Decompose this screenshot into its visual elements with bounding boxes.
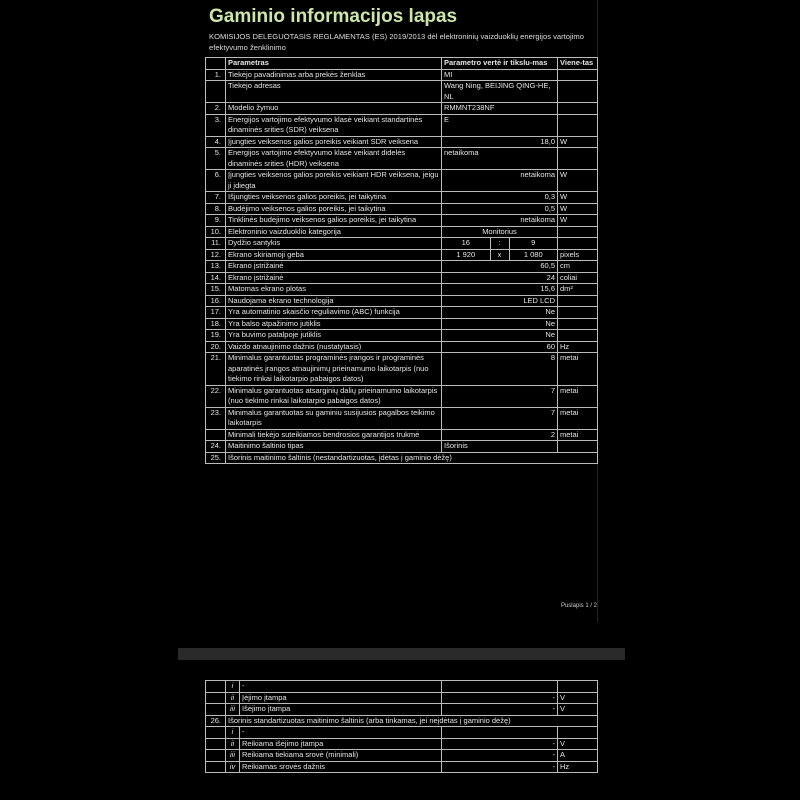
row-number: 13. — [206, 261, 226, 273]
row-unit — [558, 226, 598, 238]
row-value: 18,0 — [442, 136, 558, 148]
table-row — [206, 114, 598, 136]
row-number: 6. — [206, 170, 226, 192]
row-number — [206, 727, 226, 739]
row-number — [206, 761, 226, 773]
row-parameter: Minimalus garantuotas programinės įrangos ir programinės aparatinės įrangos atnaujinimų prieinamumo laikotarpis (nuo tiekimo rinkai laikotarpio pabaigos datos) — [226, 353, 442, 386]
row-value: Monitorius — [442, 226, 558, 238]
row-number — [206, 81, 226, 103]
table-row — [206, 307, 598, 319]
row-number — [206, 429, 226, 441]
row-parameter: Modelio žymuo — [226, 103, 442, 115]
row-parameter: Minimalus garantuotas atsarginių dalių prieinamumo laikotarpis (nuo tiekimo rinkai laikotarpio pabaigos datos) — [226, 385, 442, 407]
header-parameter: Parametras — [226, 58, 442, 70]
row-number: 1. — [206, 69, 226, 81]
table-row — [206, 441, 598, 453]
table-row — [206, 148, 598, 170]
row-unit: W — [558, 203, 598, 215]
row-unit: cm — [558, 261, 598, 273]
row-parameter: Energijos vartojimo efektyvumo klasė veikiant didelės dinaminės srities (HDR) veiksena — [226, 148, 442, 170]
row-number: 17. — [206, 307, 226, 319]
table-row — [206, 203, 598, 215]
row-unit: metai — [558, 353, 598, 386]
table-row — [206, 136, 598, 148]
row-unit: metai — [558, 407, 598, 429]
row-number: 16. — [206, 295, 226, 307]
table-row — [206, 738, 598, 750]
table-row — [206, 272, 598, 284]
row-unit: W — [558, 170, 598, 192]
row-value: 0,3 — [442, 192, 558, 204]
table-row — [206, 192, 598, 204]
row-number — [206, 681, 226, 693]
row-parameter: Tiekėjo adresas — [226, 81, 442, 103]
table-row — [206, 170, 598, 192]
row-unit — [558, 318, 598, 330]
row-number: 12. — [206, 249, 226, 261]
table-row — [206, 385, 598, 407]
row-unit — [558, 307, 598, 319]
table-header-row — [206, 58, 598, 70]
table-row — [206, 750, 598, 762]
row-parameter: Maitinimo šaltinio tipas — [226, 441, 442, 453]
row-value — [442, 238, 558, 250]
page-title: Gaminio informacijos lapas — [209, 6, 458, 27]
row-parameter: Budėjimo veiksenos galios poreikis, jei taikytina — [226, 203, 442, 215]
table-row — [206, 692, 598, 704]
value-part-b: 1 080 — [523, 249, 543, 259]
row-parameter: Išorinis standartizuotas maitinimo šaltinis (arba tinkamas, jei neįdėtas į gaminio dėžę) — [226, 715, 598, 727]
power-supply-table — [205, 680, 598, 773]
table-row — [206, 215, 598, 227]
table-row — [206, 226, 598, 238]
table-row — [206, 407, 598, 429]
sub-index: iii — [226, 704, 240, 716]
row-value: E — [442, 114, 558, 136]
row-number — [206, 692, 226, 704]
row-parameter: Įjungties veiksenos galios poreikis veikiant SDR veiksena — [226, 136, 442, 148]
header-unit: Viene-tas — [558, 58, 598, 70]
row-number: 5. — [206, 148, 226, 170]
row-number: 18. — [206, 318, 226, 330]
row-parameter: - — [240, 681, 442, 693]
row-number: 8. — [206, 203, 226, 215]
row-unit: V — [558, 692, 598, 704]
value-separator: : — [490, 238, 509, 249]
row-value: - — [442, 704, 558, 716]
row-parameter: Įėjimo įtampa — [240, 692, 442, 704]
row-unit — [558, 114, 598, 136]
row-number: 22. — [206, 385, 226, 407]
row-unit — [558, 330, 598, 342]
row-parameter: Energijos vartojimo efektyvumo klasė veikiant standartinės dinaminės srities (SDR) veiksena — [226, 114, 442, 136]
row-number: 25. — [206, 452, 226, 464]
table-row — [206, 81, 598, 103]
row-value: netaikoma — [442, 170, 558, 192]
sub-index: ii — [226, 692, 240, 704]
sub-index: i — [226, 727, 240, 739]
row-unit — [558, 238, 598, 250]
row-parameter: Įjungties veiksenos galios poreikis veikiant HDR veiksena, jeigu ji įdiegta — [226, 170, 442, 192]
row-parameter: Naudojama ekrano technologija — [226, 295, 442, 307]
row-number: 10. — [206, 226, 226, 238]
row-value: 60 — [442, 341, 558, 353]
row-unit — [558, 81, 598, 103]
row-value: Ne — [442, 330, 558, 342]
row-unit: Hz — [558, 341, 598, 353]
row-parameter: Išorinis maitinimo šaltinis (nestandartizuotas, įdėtas į gaminio dėžę) — [226, 452, 598, 464]
sub-index: ii — [226, 738, 240, 750]
row-value: 0,5 — [442, 203, 558, 215]
row-parameter: Elektroninio vaizduoklio kategorija — [226, 226, 442, 238]
row-unit: V — [558, 704, 598, 716]
row-unit: pixels — [558, 249, 598, 261]
value-part-b: 9 — [531, 238, 536, 247]
row-number: 26. — [206, 715, 226, 727]
regulation-subtitle: KOMISIJOS DELEGUOTASIS REGLAMENTAS (ES) 2019/2013 dėl elektroninių vaizduoklių energijos vartojimo efektyvumo ženklinimo — [209, 32, 584, 52]
row-parameter: - — [240, 727, 442, 739]
row-number: 15. — [206, 284, 226, 296]
table-row — [206, 761, 598, 773]
row-unit: A — [558, 750, 598, 762]
row-number: 21. — [206, 353, 226, 386]
row-number: 4. — [206, 136, 226, 148]
row-number — [206, 750, 226, 762]
page-two — [205, 680, 597, 800]
row-value: 24 — [442, 272, 558, 284]
row-parameter: Reikiama išėjimo įtampa — [240, 738, 442, 750]
table-row — [206, 715, 598, 727]
table-row — [206, 238, 598, 250]
sub-index: i — [226, 681, 240, 693]
row-parameter: Tiekėjo pavadinimas arba prekės ženklas — [226, 69, 442, 81]
row-value — [442, 727, 558, 739]
row-value: Wang Ning, BEIJING QING-HE, NL — [442, 81, 558, 103]
value-part-a: 16 — [442, 238, 490, 249]
table-row — [206, 103, 598, 115]
table-row — [206, 249, 598, 261]
row-parameter: Matomas ekrano plotas — [226, 284, 442, 296]
table-row — [206, 341, 598, 353]
row-value: 15,6 — [442, 284, 558, 296]
table-row — [206, 318, 598, 330]
row-value: - — [442, 738, 558, 750]
value-part-a: 1 920 — [442, 250, 490, 261]
page-separator — [178, 648, 625, 660]
row-number: 7. — [206, 192, 226, 204]
table-row — [206, 284, 598, 296]
table-row — [206, 727, 598, 739]
row-value: netaikoma — [442, 215, 558, 227]
row-value: 7 — [442, 385, 558, 407]
row-parameter: Minimali tiekėjo suteikiamos bendrosios garantijos trukmė — [226, 429, 442, 441]
row-parameter: Vaizdo atnaujinimo dažnis (nustatytasis) — [226, 341, 442, 353]
row-parameter: Ekrano įstrižainė — [226, 261, 442, 273]
row-value: 7 — [442, 407, 558, 429]
row-unit: W — [558, 192, 598, 204]
row-parameter: Minimalus garantuotas su gaminiu susijusios pagalbos teikimo laikotarpis — [226, 407, 442, 429]
row-unit — [558, 727, 598, 739]
row-number: 3. — [206, 114, 226, 136]
row-value: 2 — [442, 429, 558, 441]
table-row — [206, 330, 598, 342]
row-number — [206, 704, 226, 716]
row-value: MI — [442, 69, 558, 81]
row-value: - — [442, 692, 558, 704]
sub-index: iii — [226, 750, 240, 762]
row-unit — [558, 295, 598, 307]
table-row — [206, 295, 598, 307]
row-unit — [558, 441, 598, 453]
table-row — [206, 452, 598, 464]
row-value: Ne — [442, 318, 558, 330]
row-value: 8 — [442, 353, 558, 386]
row-parameter: Dydžio santykis — [226, 238, 442, 250]
row-parameter: Išjungties veiksenos galios poreikis, jei taikytina — [226, 192, 442, 204]
row-value — [442, 249, 558, 261]
row-unit — [558, 681, 598, 693]
row-unit: metai — [558, 385, 598, 407]
header-value: Parametro vertė ir tikslu-mas — [442, 58, 558, 70]
row-parameter: Yra automatinio skaisčio reguliavimo (ABC) funkcija — [226, 307, 442, 319]
row-unit: metai — [558, 429, 598, 441]
table-row — [206, 681, 598, 693]
table-row — [206, 69, 598, 81]
row-unit — [558, 148, 598, 170]
row-number: 23. — [206, 407, 226, 429]
row-value: 60,5 — [442, 261, 558, 273]
table-row — [206, 429, 598, 441]
row-number — [206, 738, 226, 750]
row-parameter: Yra balso atpažinimo jutiklis — [226, 318, 442, 330]
row-value: Išorinis — [442, 441, 558, 453]
row-parameter: Tinklinės budėjimo veiksenos galios poreikis, jei taikytina — [226, 215, 442, 227]
row-value: netaikoma — [442, 148, 558, 170]
table-row — [206, 353, 598, 386]
row-parameter: Ekrano skiriamoji geba — [226, 249, 442, 261]
parameters-table — [205, 57, 598, 464]
row-parameter: Ekrano įstrižainė — [226, 272, 442, 284]
row-unit — [558, 103, 598, 115]
row-unit: Hz — [558, 761, 598, 773]
row-parameter: Yra buvimo patalpoje jutiklis — [226, 330, 442, 342]
row-unit: W — [558, 215, 598, 227]
row-value: - — [442, 761, 558, 773]
value-separator: x — [490, 250, 509, 261]
row-number: 20. — [206, 341, 226, 353]
page-number: Puslapis 1 / 2 — [560, 603, 597, 609]
row-number: 14. — [206, 272, 226, 284]
row-number: 24. — [206, 441, 226, 453]
table-row — [206, 261, 598, 273]
row-value: LED LCD — [442, 295, 558, 307]
row-value: RMMNT238NF — [442, 103, 558, 115]
table-row — [206, 704, 598, 716]
row-parameter: Išėjimo įtampa — [240, 704, 442, 716]
row-unit: dm² — [558, 284, 598, 296]
row-parameter: Reikiamas srovės dažnis — [240, 761, 442, 773]
row-unit: W — [558, 136, 598, 148]
row-number: 9. — [206, 215, 226, 227]
row-unit: coliai — [558, 272, 598, 284]
page-one — [205, 0, 598, 622]
row-number: 11. — [206, 238, 226, 250]
row-parameter: Reikiama tiekiama srovė (minimali) — [240, 750, 442, 762]
sub-index: iv — [226, 761, 240, 773]
row-unit: V — [558, 738, 598, 750]
row-unit — [558, 69, 598, 81]
row-value — [442, 681, 558, 693]
row-value: - — [442, 750, 558, 762]
row-value: Ne — [442, 307, 558, 319]
row-number: 19. — [206, 330, 226, 342]
row-number: 2. — [206, 103, 226, 115]
